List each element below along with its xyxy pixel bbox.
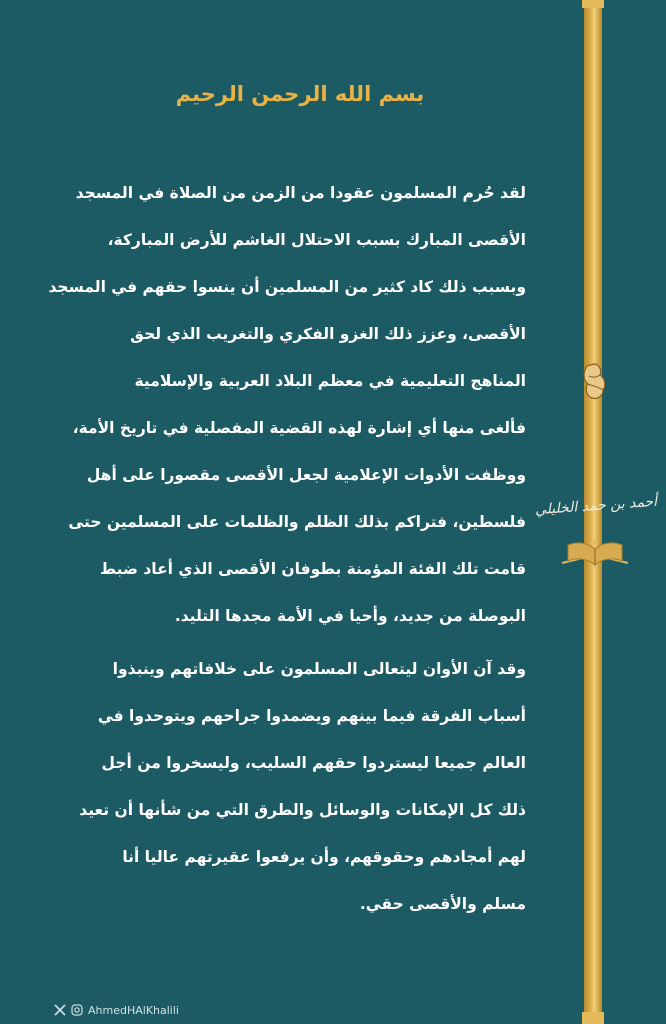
text-line: الأقصى المبارك بسبب الاحتلال الغاشم للأرض المباركة،: [107, 231, 526, 249]
text-line: لهم أمجادهم وحقوقهم، وأن يرفعوا عقيرتهم عاليا أنا: [122, 848, 526, 866]
text-line: مسلم والأقصى حقي.: [359, 895, 526, 913]
footer-social: [54, 1002, 179, 1018]
open-book-icon: [560, 535, 630, 571]
text-line: لقد حُرم المسلمون عقودا من الزمن من الصلاة في المسجد: [75, 184, 526, 202]
text-line: الأقصى، وعزز ذلك الغزو الفكري والتغريب الذي لحق: [130, 325, 526, 343]
x-logo-icon[interactable]: [54, 1004, 66, 1016]
text-line: العالم جميعا ليستردوا حقهم السليب، وليسخروا من أجل: [101, 754, 526, 772]
text-line: ذلك كل الإمكانات والوسائل والطرق التي من شأنها أن تعيد: [79, 801, 526, 819]
text-line: ووظفت الأدوات الإعلامية لجعل الأقصى مقصورا على أهل: [86, 466, 526, 484]
paragraph-1: [48, 170, 526, 640]
text-line: البوصلة من جديد، وأحيا في الأمة مجدها التليد.: [174, 607, 526, 625]
text-line: المناهج التعليمية في معظم البلاد العربية والإسلامية: [134, 372, 526, 390]
text-line: قامت تلك الفئة المؤمنة بطوفان الأقصى الذي أعاد ضبط: [100, 560, 526, 578]
text-line: فلسطين، فتراكم بذلك الظلم والظلمات على المسلمين حتى: [68, 513, 526, 531]
hand-icon: [579, 358, 609, 408]
text-line: وقد آن الأوان ليتعالى المسلمون على خلافاتهم وينبذوا: [112, 660, 526, 678]
paragraph-2: [52, 646, 526, 928]
instagram-icon[interactable]: [71, 1004, 83, 1016]
social-handle[interactable]: AhmedHAlKhalili: [88, 1003, 179, 1017]
text-line: فألغى منها أي إشارة لهذه القضية المفصلية في تاريخ الأمة،: [72, 419, 526, 437]
text-line: أسباب الفرقة فيما بينهم ويضمدوا جراحهم ويتوحدوا في: [97, 707, 526, 725]
author-signature: أحمد بن حمد الخليلي: [534, 493, 658, 519]
basmala-title: بسم الله الرحمن الرحيم: [175, 82, 425, 106]
text-line: وبسبب ذلك كاد كثير من المسلمين أن ينسوا حقهم في المسجد: [48, 278, 526, 296]
